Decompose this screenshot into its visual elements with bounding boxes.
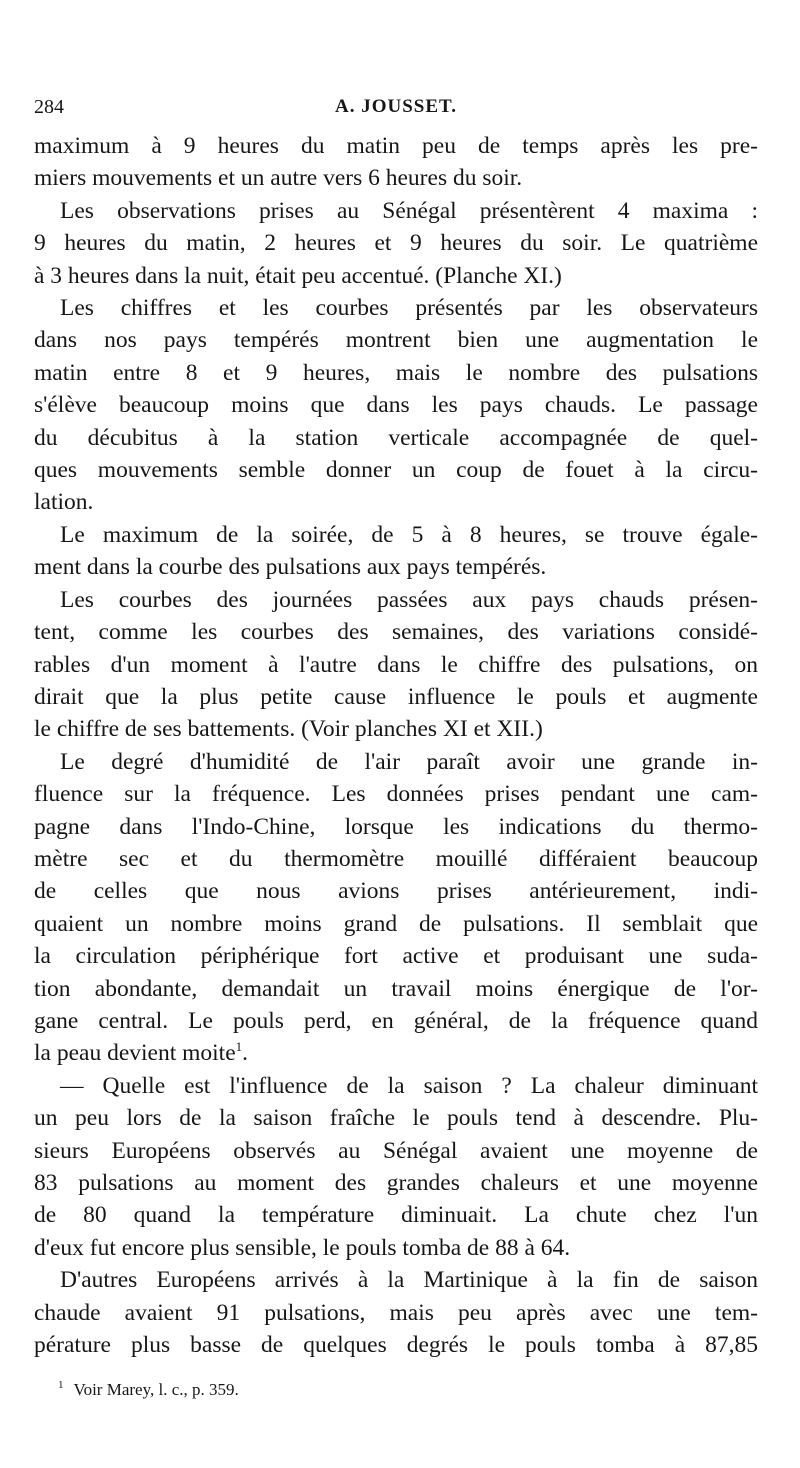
text-line: Les courbes des journées passées aux pays chauds présen- [60, 586, 758, 613]
text-line: Le degré d'humidité de l'air paraît avoir une grande in- [60, 748, 758, 775]
text-line: la circulation périphérique fort active et produisant une suda- [34, 943, 758, 970]
text-line: tion abondante, demandait un travail moins énergique de l'or- [34, 975, 758, 1002]
footnote-reference: 1 [235, 1039, 243, 1055]
text-line: le chiffre de ses battements. (Voir planches XI et XII.) [34, 716, 543, 743]
footnote-marker: 1 [58, 1379, 64, 1392]
text-line: 9 heures du matin, 2 heures et 9 heures du soir. Le quatrième [34, 230, 758, 257]
text-line: Le maximum de la soirée, de 5 à 8 heures, se trouve égale- [60, 521, 758, 548]
page-header [34, 90, 758, 130]
text-line: pagne dans l'Indo-Chine, lorsque les indications du thermo- [34, 813, 758, 840]
text-line: — Quelle est l'influence de la saison ? La chaleur diminuant [60, 1072, 758, 1099]
paragraph [34, 195, 758, 292]
running-head: A. JOUSSET. [334, 96, 458, 117]
paragraph [34, 1264, 758, 1361]
paragraph [34, 1070, 758, 1264]
text-line: la peau devient moite$^1$. [34, 1039, 249, 1067]
text-line: 83 pulsations au moment des grandes chaleurs et une moyenne [34, 1170, 758, 1196]
paragraph [34, 292, 758, 519]
text-line: fluence sur la fréquence. Les données prises pendant une cam- [34, 781, 758, 808]
page-number: 284 [34, 96, 64, 118]
text-line: ques mouvements semble donner un coup de fouet à la circu- [34, 457, 758, 484]
paragraph [34, 584, 758, 746]
text-line: tent, comme les courbes des semaines, des variations considé- [34, 619, 758, 646]
text-line-content: la peau devient moite [34, 1040, 236, 1067]
text-line: du décubitus à la station verticale accompagnée de quel- [34, 424, 758, 451]
text-line: s'élève beaucoup moins que dans les pays chauds. Le passage [34, 392, 758, 419]
text-line: rables d'un moment à l'autre dans le chiffre des pulsations, on [34, 651, 758, 678]
text-line: quaient un nombre moins grand de pulsations. Il semblait que [34, 910, 758, 937]
paragraph [34, 519, 758, 584]
text-line: matin entre 8 et 9 heures, mais le nombre des pulsations [34, 359, 758, 386]
footnote [58, 1380, 758, 1400]
text-line: un peu lors de la saison fraîche le pouls tend à descendre. Plu- [34, 1105, 758, 1132]
text-line: ment dans la courbe des pulsations aux pays tempérés. [34, 554, 547, 581]
body-text [34, 130, 758, 1361]
text-line: Les observations prises au Sénégal présentèrent 4 maxima : [60, 197, 758, 224]
text-line: chaude avaient 91 pulsations, mais peu après avec une tem- [34, 1299, 758, 1326]
text-line: dirait que la plus petite cause influence le pouls et augmente [34, 683, 758, 710]
text-line: à 3 heures dans la nuit, était peu accentué. (Planche XI.) [34, 262, 562, 289]
text-line: de celles que nous avions prises antérieurement, indi- [34, 878, 758, 905]
text-line: maximum à 9 heures du matin peu de temps après les pre- [34, 133, 758, 159]
text-line: sieurs Européens observés au Sénégal avaient une moyenne de [34, 1137, 758, 1164]
text-line: lation. [34, 489, 94, 516]
text-line: D'autres Européens arrivés à la Martinique à la fin de saison [60, 1267, 758, 1294]
text-line: de 80 quand la température diminuait. La chute chez l'un [34, 1202, 758, 1229]
paragraph [34, 746, 758, 1070]
footnote-text: Voir Marey, l. c., p. 359. [73, 1380, 239, 1399]
text-line: gane central. Le pouls perd, en général, de la fréquence quand [34, 1007, 758, 1034]
text-line: pérature plus basse de quelques degrés le pouls tomba à 87,85 [34, 1332, 758, 1359]
text-line: d'eux fut encore plus sensible, le pouls tomba de 88 à 64. [34, 1234, 571, 1261]
text-line: mètre sec et du thermomètre mouillé différaient beaucoup [34, 845, 758, 872]
text-line: Les chiffres et les courbes présentés par les observateurs [60, 295, 758, 322]
text-line: dans nos pays tempérés montrent bien une augmentation le [34, 327, 758, 354]
text-line: miers mouvements et un autre vers 6 heures du soir. [34, 165, 523, 192]
paragraph [34, 130, 758, 195]
